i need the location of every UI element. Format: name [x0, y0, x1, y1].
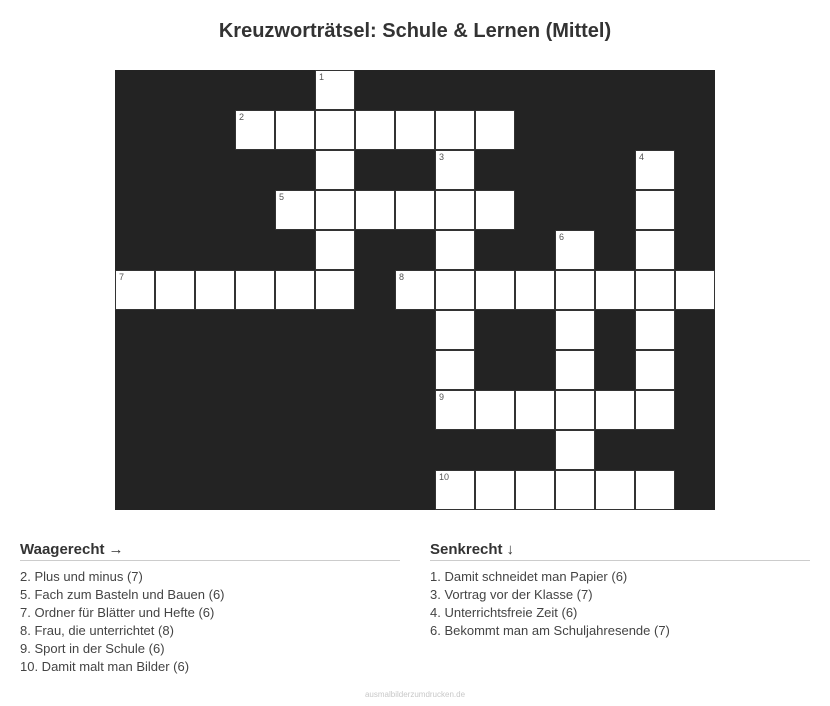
crossword-cell[interactable] [555, 430, 595, 470]
crossword-cell[interactable] [355, 110, 395, 150]
crossword-cell[interactable] [435, 310, 475, 350]
crossword-cell[interactable] [395, 270, 435, 310]
clue-number: 1 [319, 72, 325, 82]
arrow-down-icon: ↓ [506, 541, 515, 558]
down-clue: 3. Vortrag vor der Klasse (7) [430, 587, 593, 602]
crossword-cell[interactable] [635, 390, 675, 430]
clue-number: 10 [439, 472, 450, 482]
crossword-cell[interactable] [395, 110, 435, 150]
across-clue: 10. Damit malt man Bilder (6) [20, 659, 190, 674]
crossword-cell[interactable] [555, 270, 595, 310]
footer-watermark: ausmalbilderzumdrucken.de [364, 690, 466, 699]
crossword-cell[interactable] [115, 270, 155, 310]
across-heading [20, 540, 400, 561]
crossword-cell[interactable] [475, 270, 515, 310]
across-clue: 8. Frau, die unterrichtet (8) [20, 623, 174, 638]
crossword-cell[interactable] [435, 390, 475, 430]
crossword-cell[interactable] [475, 110, 515, 150]
crossword-cell[interactable] [275, 110, 315, 150]
crossword-cell[interactable] [395, 190, 435, 230]
crossword-cell[interactable] [515, 270, 555, 310]
page-title: Kreuzworträtsel: Schule & Lernen (Mittel) [218, 20, 612, 42]
crossword-cell[interactable] [235, 110, 275, 150]
crossword-cell[interactable] [235, 270, 275, 310]
crossword-cell[interactable] [475, 470, 515, 510]
crossword-cell[interactable] [555, 310, 595, 350]
crossword-cell[interactable] [435, 270, 475, 310]
crossword-cell[interactable] [595, 390, 635, 430]
down-clue: 1. Damit schneidet man Papier (6) [430, 569, 628, 584]
crossword-cell[interactable] [355, 190, 395, 230]
down-clue: 6. Bekommt man am Schuljahresende (7) [430, 623, 670, 638]
crossword-cell[interactable] [595, 270, 635, 310]
across-clue: 7. Ordner für Blätter und Hefte (6) [20, 605, 215, 620]
crossword-cell[interactable] [435, 110, 475, 150]
crossword-cell[interactable] [635, 190, 675, 230]
crossword-cell[interactable] [155, 270, 195, 310]
down-heading [430, 540, 810, 561]
crossword-cell[interactable] [195, 270, 235, 310]
crossword-cell[interactable] [275, 190, 315, 230]
crossword-cell[interactable] [635, 230, 675, 270]
clue-number: 6 [559, 232, 565, 242]
clue-number: 9 [439, 392, 445, 402]
arrow-right-icon: → [108, 541, 124, 558]
crossword-cell[interactable] [315, 70, 355, 110]
clue-number: 4 [639, 152, 645, 162]
crossword-cell[interactable] [635, 310, 675, 350]
crossword-cell[interactable] [595, 470, 635, 510]
crossword-cell[interactable] [435, 190, 475, 230]
crossword-cell[interactable] [435, 150, 475, 190]
crossword-cell[interactable] [515, 470, 555, 510]
crossword-grid [115, 70, 715, 510]
clue-number: 3 [439, 152, 445, 162]
across-heading-label: Waagerecht [20, 541, 105, 558]
clue-number: 7 [119, 272, 125, 282]
crossword-cell[interactable] [315, 150, 355, 190]
crossword-cell[interactable] [315, 190, 355, 230]
down-clues [430, 540, 810, 640]
crossword-cell[interactable] [635, 350, 675, 390]
clue-number: 2 [239, 112, 245, 122]
across-clue: 2. Plus und minus (7) [20, 569, 143, 584]
across-clues [20, 540, 400, 676]
crossword-cell[interactable] [555, 390, 595, 430]
across-clue: 9. Sport in der Schule (6) [20, 641, 165, 656]
crossword-cell[interactable] [315, 110, 355, 150]
crossword-cell[interactable] [635, 270, 675, 310]
crossword-cell[interactable] [435, 230, 475, 270]
crossword-cell[interactable] [555, 470, 595, 510]
crossword-cell[interactable] [555, 350, 595, 390]
crossword-cell[interactable] [675, 270, 715, 310]
crossword-cell[interactable] [635, 150, 675, 190]
clue-number: 8 [399, 272, 405, 282]
crossword-cell[interactable] [315, 270, 355, 310]
down-clue: 4. Unterrichtsfreie Zeit (6) [430, 605, 578, 620]
down-heading-label: Senkrecht [430, 541, 503, 558]
crossword-cell[interactable] [555, 230, 595, 270]
across-clue: 5. Fach zum Basteln und Bauen (6) [20, 587, 225, 602]
crossword-cell[interactable] [515, 390, 555, 430]
crossword-cell[interactable] [435, 470, 475, 510]
crossword-cell[interactable] [475, 190, 515, 230]
crossword-cell[interactable] [435, 350, 475, 390]
clue-number: 5 [279, 192, 285, 202]
crossword-cell[interactable] [635, 470, 675, 510]
crossword-cell[interactable] [315, 230, 355, 270]
crossword-cell[interactable] [475, 390, 515, 430]
crossword-cell[interactable] [275, 270, 315, 310]
